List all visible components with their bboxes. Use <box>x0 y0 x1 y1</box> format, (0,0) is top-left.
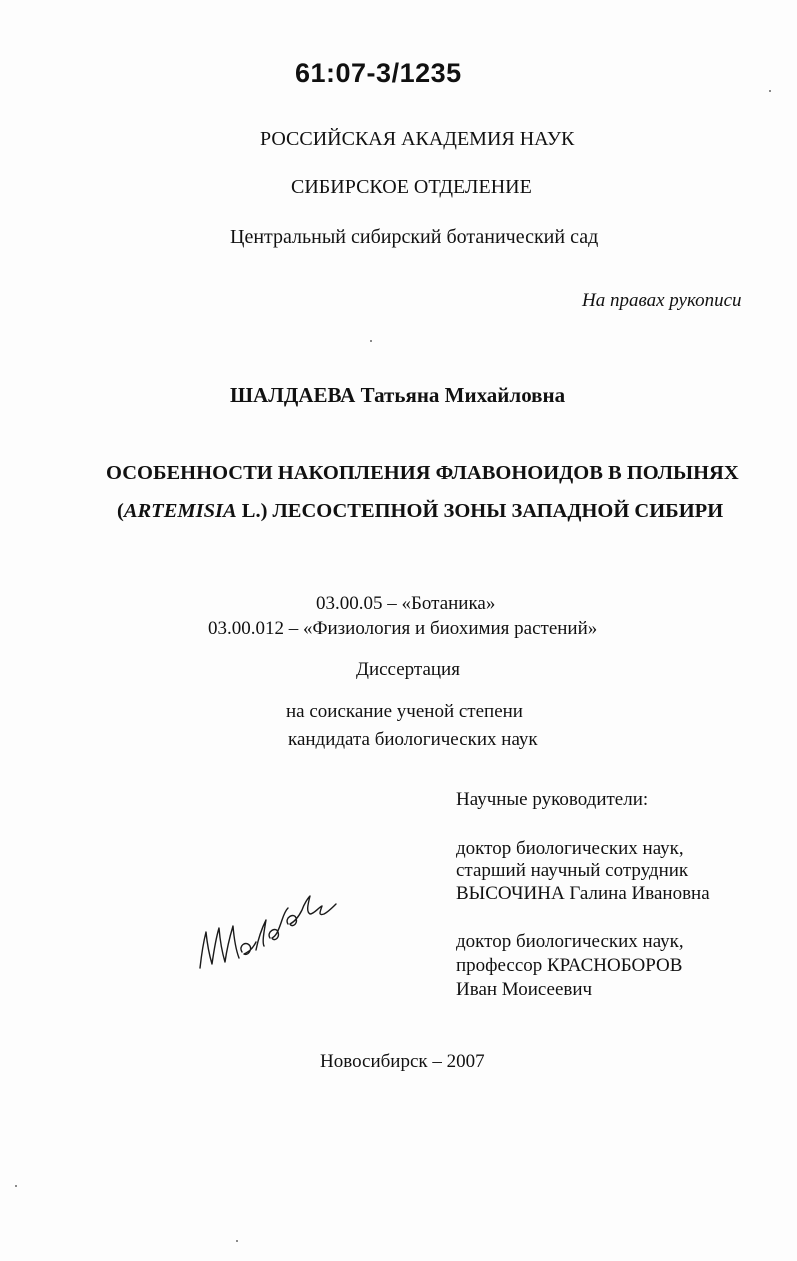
archive-code: 61:07-3/1235 <box>295 58 462 88</box>
title-paren: ( <box>117 500 124 522</box>
dissertation-title-line-2 <box>117 500 723 523</box>
city-and-year: Новосибирск – 2007 <box>320 1051 485 1072</box>
scan-speck <box>15 1185 17 1187</box>
author-surname: ШАЛДАЕВА <box>230 383 356 407</box>
author-given-names: Татьяна Михайловна <box>360 383 566 407</box>
handwritten-signature <box>192 880 342 980</box>
work-type: Диссертация <box>356 659 460 680</box>
supervisor-2-name: Иван Моисеевич <box>456 979 593 1000</box>
manuscript-rights-note: На правах рукописи <box>582 290 742 311</box>
supervisors-heading: Научные руководители: <box>456 789 649 810</box>
supervisor-1-position: старший научный сотрудник <box>456 860 689 881</box>
academy-name: РОССИЙСКАЯ АКАДЕМИЯ НАУК <box>260 128 575 150</box>
supervisor-2-position: профессор КРАСНОБОРОВ <box>456 955 683 976</box>
author-name <box>230 383 565 408</box>
specialty-plant-physiology: 03.00.012 – «Физиология и биохимия растений» <box>208 618 598 639</box>
supervisor-1-name: ВЫСОЧИНА Галина Ивановна <box>456 883 710 904</box>
supervisor-1-degree: доктор биологических наук, <box>456 838 684 859</box>
title-genus: ARTEMISIA <box>123 500 237 522</box>
academy-branch: СИБИРСКОЕ ОТДЕЛЕНИЕ <box>291 176 532 198</box>
institution-name: Центральный сибирский ботанический сад <box>230 226 599 248</box>
supervisor-2-degree: доктор биологических наук, <box>456 931 684 952</box>
specialty-botany: 03.00.05 – «Ботаника» <box>316 593 496 614</box>
title-rest: L.) ЛЕСОСТЕПНОЙ ЗОНЫ ЗАПАДНОЙ СИБИРИ <box>236 500 724 522</box>
scan-speck <box>370 340 372 342</box>
degree-line-1: на соискание ученой степени <box>286 701 523 722</box>
scan-speck <box>236 1240 238 1242</box>
scan-speck <box>769 90 771 92</box>
degree-line-2: кандидата биологических наук <box>288 729 538 750</box>
dissertation-title-line-1: ОСОБЕННОСТИ НАКОПЛЕНИЯ ФЛАВОНОИДОВ В ПОЛЫНЯХ <box>106 462 739 484</box>
